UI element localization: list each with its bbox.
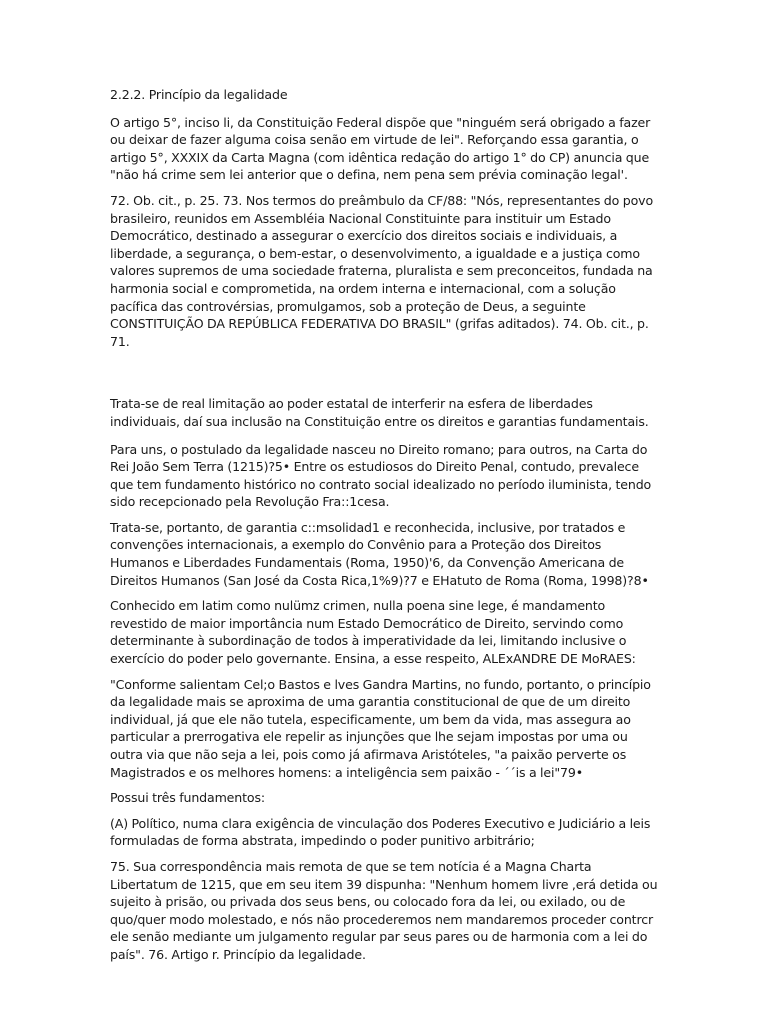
paragraph-origin: Para uns, o postulado da legalidade nasceu no Direito romano; para outros, na Carta do Rei João Sem Terra (1215)?5• Entre os estudiosos do Direito Penal, contudo, prevalece que tem fundamento histórico no contrato social idealizado no período iluminista, tendo sido recepcionado pela Revolução Fra::1cesa. [110,441,652,510]
paragraph-foundations-intro: Possui três fundamentos: [110,790,265,806]
paragraph-article-5: O artigo 5°, inciso li, da Constituição Federal dispõe que "ninguém será obrigado a fazer ou deixar de fazer alguma coisa senão em virtude de lei". Reforçando essa garantia, o artigo 5°, XXXIX da Carta Magna (com idêntica redação do artigo 1° do CP) anuncia que "não há crime sem lei anterior que o defina, nem pena sem prévia cominação legal'. [110,114,651,183]
document-page [110,86,658,964]
paragraph-political-foundation: (A) Político, numa clara exigência de vinculação dos Poderes Executivo e Judiciário a leis formuladas de forma abstrata, impedindo o poder punitivo arbitrário; [110,815,651,849]
paragraph-quote: "Conforme salientam Cel;o Bastos e lves Gandra Martins, no fundo, portanto, o princípio da legalidade mais se aproxima de uma garantia constitucional de que de um direito individual, já que ele não tutela, especificamente, um bem da vida, mas assegura ao particular a prerrogativa ele repelir as injunções que lhe sejam impostas por uma ou outra via que não seja a lei, pois como já afirmava Aristóteles, "a paixão perverte os Magistrados e os melhores homens: a inteligência sem paixão - ´´is a lei"79• [110,676,651,780]
paragraph-footnotes-75-76: 75. Sua correspondência mais remota de que se tem notícia é a Magna Charta Libertatum de 1215, que em seu item 39 dispunha: "Nenhum homem livre ,erá detida ou sujeito à prisão, ou privada dos seus bens, ou colocado fora da lei, ou exilado, ou de quo/quer modo molestado, e nós não procederemos nem mandaremos proceder contrcr ele senão mediante um julgamento regular par seus pares ou de harmonia com a lei do país". 76. Artigo r. Princípio da legalidade. [110,858,658,962]
paragraph-latin-maxim: Conhecido em latim como nulümz crimen, nulla poena sine lege, é mandamento revestido de maior importância num Estado Democrático de Direito, servindo como determinante à subordinação de todos à imperatividade da lei, limitando inclusive o exercício do poder pelo governante. Ensina, a esse respeito, ALExANDRE DE MoRAES: [110,598,636,667]
paragraph-treaties: Trata-se, portanto, de garantia c::msolidad1 e reconhecida, inclusive, por tratados e convenções internacionais, a exemplo do Convênio para a Proteção dos Direitos Humanos e Liberdades Fundamentais (Roma, 1950)'6, da Convenção Americana de Direitos Humanos (San José da Costa Rica,1%9)?7 e EHatuto de Roma (Roma, 1998)?8• [110,519,649,588]
section-heading: 2.2.2. Princípio da legalidade [110,87,288,102]
paragraph-limitation: Trata-se de real limitação ao poder estatal de interferir na esfera de liberdades individuais, daí sua inclusão na Constituição entre os direitos e garantias fundamentais. [110,396,649,429]
paragraph-footnotes-72-74: 72. Ob. cit., p. 25. 73. Nos termos do preâmbulo da CF/88: "Nós, representantes do povo brasileiro, reunidos em Assembléia Nacional Constituinte para instituir um Estado Democrático, destinado a assegurar o exercício dos direitos sociais e individuais, a liberdade, a segurança, o bem-estar, o desenvolvimento, a igualdade e a justiça como valores supremos de uma sociedade fraterna, pluralista e sem preconceitos, fundada na harmonia social e comprometida, na ordem interna e internacional, com a solução pacífica das controvérsias, promulgamos, sob a proteção de Deus, a seguinte CONSTITUIÇÃO DA REPÚBLICA FEDERATIVA DO BRASIL" (grifas aditados). 74. Ob. cit., p. 71. [110,192,653,349]
